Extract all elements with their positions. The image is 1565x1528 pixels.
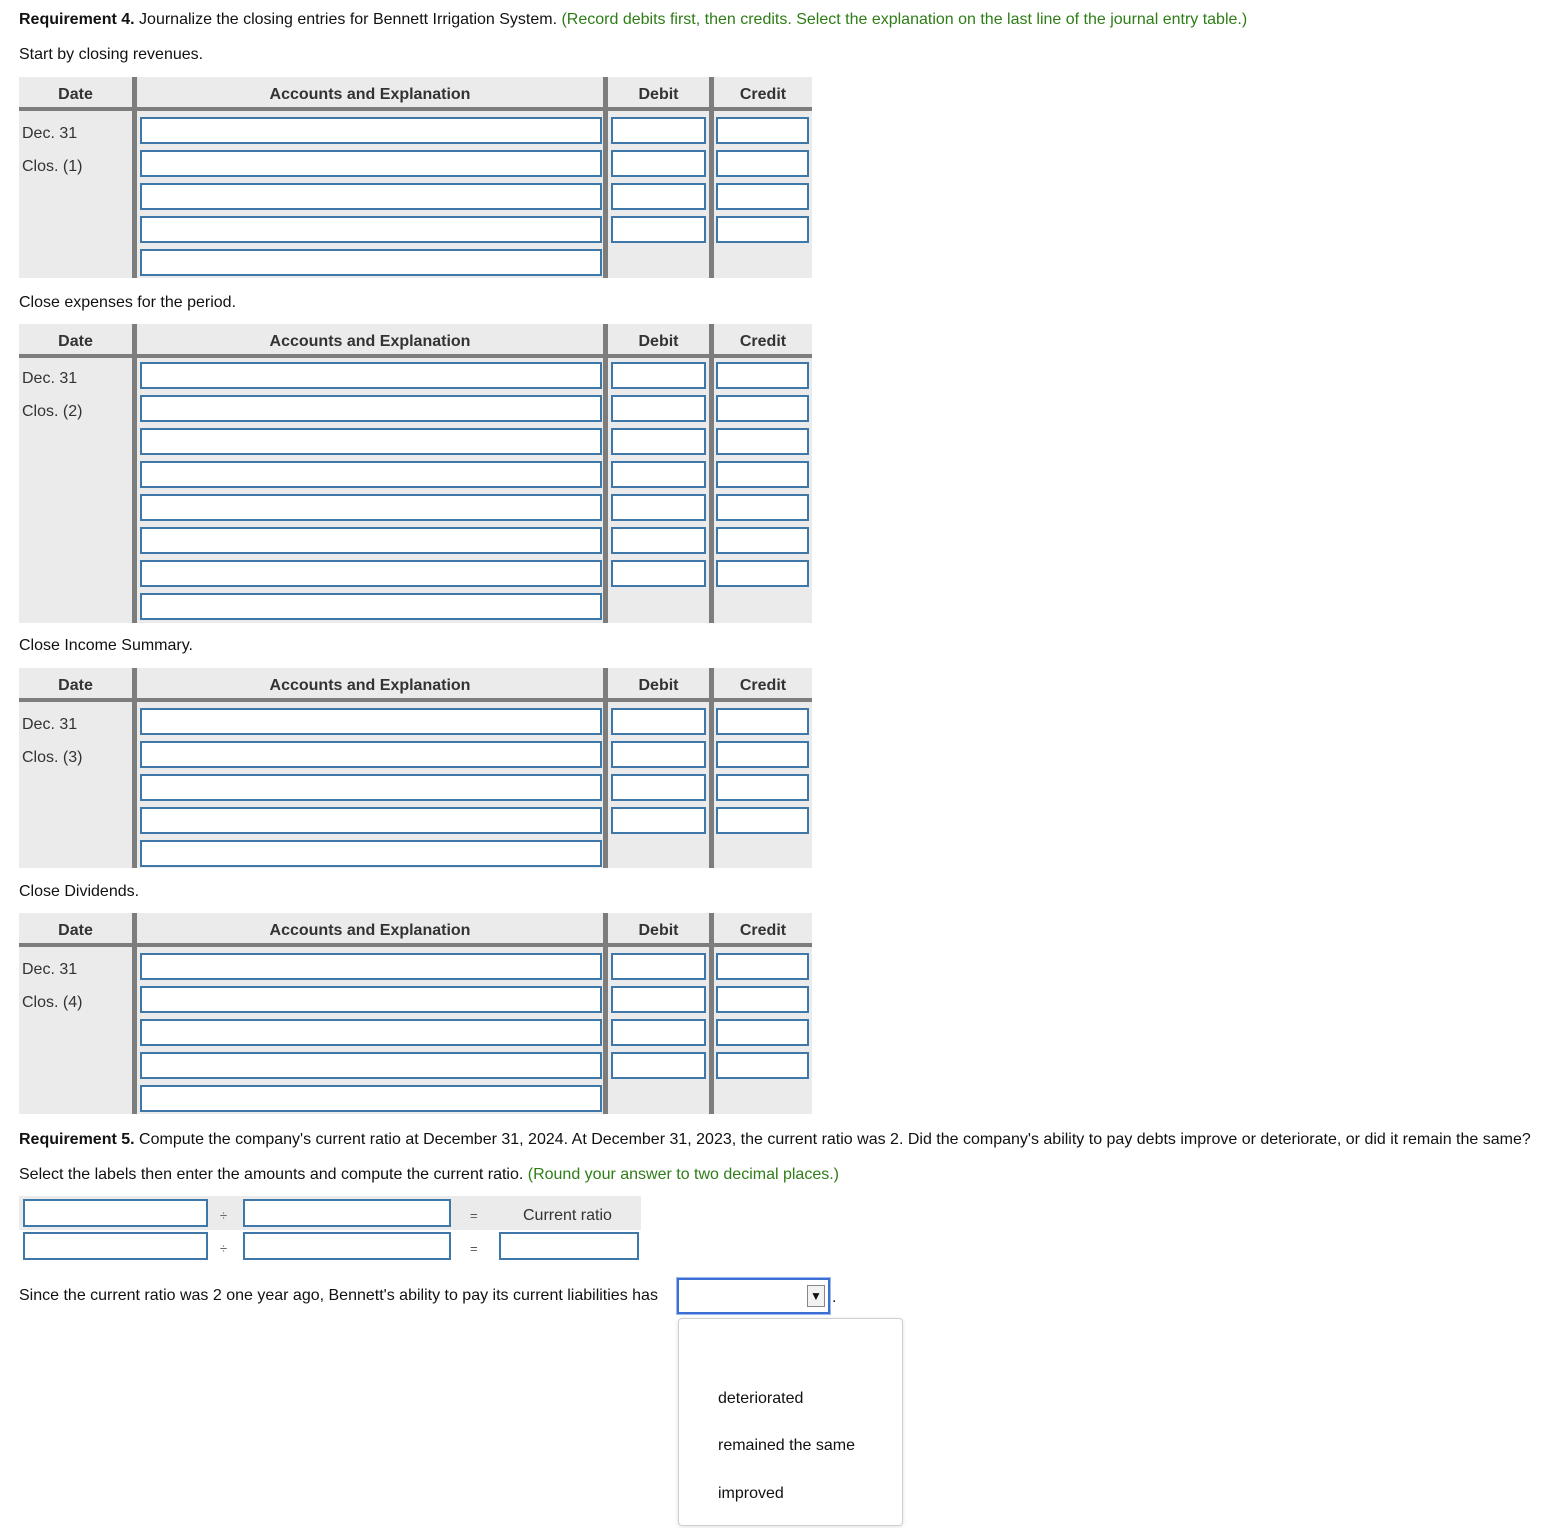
equals-symbol: =	[470, 1208, 478, 1223]
debit-input[interactable]	[611, 953, 706, 980]
credit-input[interactable]	[716, 461, 809, 488]
header-debit: Debit	[638, 333, 679, 350]
debit-input[interactable]	[611, 461, 706, 488]
explanation-input[interactable]	[140, 840, 602, 867]
column-divider	[709, 668, 714, 868]
requirement-5-label: Requirement 5.	[19, 1131, 135, 1148]
account-input[interactable]	[140, 527, 602, 554]
debit-input[interactable]	[611, 1052, 706, 1079]
entry-date: Dec. 31	[22, 961, 78, 978]
column-divider	[132, 77, 137, 278]
column-divider	[709, 77, 714, 278]
entry-date: Dec. 31	[22, 125, 78, 142]
debit-input[interactable]	[611, 428, 706, 455]
debit-input[interactable]	[611, 527, 706, 554]
journal-table-4	[19, 913, 812, 1114]
entry-reference: Clos. (1)	[22, 158, 83, 175]
header-accounts: Accounts and Explanation	[269, 677, 471, 694]
section-1-intro: Start by closing revenues.	[19, 46, 204, 63]
account-input[interactable]	[140, 494, 602, 521]
account-input[interactable]	[140, 1052, 602, 1079]
account-input[interactable]	[140, 774, 602, 801]
debit-input[interactable]	[611, 494, 706, 521]
dropdown-option-deteriorated[interactable]: deteriorated	[718, 1390, 804, 1407]
instruction-text: Select the labels then enter the amounts and compute the current ratio.	[19, 1166, 528, 1183]
credit-input[interactable]	[716, 150, 809, 177]
equals-symbol: =	[470, 1241, 478, 1256]
column-divider	[709, 324, 714, 623]
debit-input[interactable]	[611, 708, 706, 735]
account-input[interactable]	[140, 953, 602, 980]
debit-input[interactable]	[611, 216, 706, 243]
header-date: Date	[58, 677, 93, 694]
account-input[interactable]	[140, 560, 602, 587]
ratio-denominator-label-select[interactable]	[243, 1199, 451, 1227]
requirement-5-instruction	[19, 1166, 839, 1184]
requirement-4-text: Journalize the closing entries for Bennett Irrigation System.	[134, 11, 562, 28]
column-divider	[132, 668, 137, 868]
entry-reference: Clos. (4)	[22, 994, 83, 1011]
debit-input[interactable]	[611, 986, 706, 1013]
header-date: Date	[58, 86, 93, 103]
dropdown-menu	[678, 1318, 903, 1526]
header-credit: Credit	[739, 333, 787, 350]
header-credit: Credit	[739, 86, 787, 103]
entry-reference: Clos. (3)	[22, 749, 83, 766]
instruction-rounding: (Round your answer to two decimal places.)	[527, 1166, 839, 1183]
table-header	[19, 324, 812, 358]
column-divider	[603, 913, 608, 1114]
debit-input[interactable]	[611, 1019, 706, 1046]
credit-input[interactable]	[716, 807, 809, 834]
credit-input[interactable]	[716, 1052, 809, 1079]
credit-input[interactable]	[716, 741, 809, 768]
credit-input[interactable]	[716, 117, 809, 144]
dropdown-option-remained-the-same[interactable]: remained the same	[718, 1437, 855, 1454]
explanation-input[interactable]	[140, 1085, 602, 1112]
ratio-denominator-amount-input[interactable]	[243, 1232, 451, 1260]
account-input[interactable]	[140, 986, 602, 1013]
divide-symbol: ÷	[220, 1208, 228, 1223]
entry-date: Dec. 31	[22, 716, 78, 733]
requirement-4-label: Requirement 4.	[19, 11, 135, 28]
debit-input[interactable]	[611, 150, 706, 177]
explanation-input[interactable]	[140, 249, 602, 276]
requirement-5-heading	[19, 1131, 1531, 1149]
credit-input[interactable]	[716, 395, 809, 422]
debit-input[interactable]	[611, 560, 706, 587]
requirement-5-text: Compute the company's current ratio at December 31, 2024. At December 31, 2023, the current ratio was 2. Did the company's ability to pay debts improve or deteriorate, or did it remain the same?	[134, 1131, 1531, 1148]
divide-symbol: ÷	[220, 1241, 228, 1256]
account-input[interactable]	[140, 741, 602, 768]
journal-table-3	[19, 668, 812, 868]
section-4-intro: Close Dividends.	[19, 883, 140, 900]
entry-date: Dec. 31	[22, 370, 78, 387]
account-input[interactable]	[140, 1019, 602, 1046]
header-debit: Debit	[638, 677, 679, 694]
debit-input[interactable]	[611, 117, 706, 144]
account-input[interactable]	[140, 117, 602, 144]
account-input[interactable]	[140, 461, 602, 488]
debit-input[interactable]	[611, 183, 706, 210]
debit-input[interactable]	[611, 741, 706, 768]
account-input[interactable]	[140, 150, 602, 177]
explanation-input[interactable]	[140, 593, 602, 620]
debit-input[interactable]	[611, 362, 706, 389]
credit-input[interactable]	[716, 183, 809, 210]
credit-input[interactable]	[716, 1019, 809, 1046]
sentence-period: .	[832, 1289, 837, 1306]
credit-input[interactable]	[716, 362, 809, 389]
ratio-numerator-label-select[interactable]	[23, 1199, 208, 1227]
conclusion-sentence: Since the current ratio was 2 one year ago, Bennett's ability to pay its current liabilities has	[19, 1287, 658, 1304]
header-date: Date	[58, 333, 93, 350]
column-divider	[132, 913, 137, 1114]
credit-input[interactable]	[716, 560, 809, 587]
section-3-intro: Close Income Summary.	[19, 637, 193, 654]
section-2-intro: Close expenses for the period.	[19, 294, 237, 311]
column-divider	[603, 324, 608, 623]
header-accounts: Accounts and Explanation	[269, 333, 471, 350]
column-divider	[709, 913, 714, 1114]
account-input[interactable]	[140, 395, 602, 422]
current-ratio-label: Current ratio	[523, 1207, 612, 1224]
credit-input[interactable]	[716, 708, 809, 735]
journal-table-2	[19, 324, 812, 623]
table-header	[19, 77, 812, 111]
account-input[interactable]	[140, 362, 602, 389]
header-date: Date	[58, 922, 93, 939]
column-divider	[603, 77, 608, 278]
header-credit: Credit	[739, 677, 787, 694]
header-credit: Credit	[739, 922, 787, 939]
debit-input[interactable]	[611, 807, 706, 834]
table-header	[19, 668, 812, 702]
debit-input[interactable]	[611, 774, 706, 801]
header-accounts: Accounts and Explanation	[269, 86, 471, 103]
account-input[interactable]	[140, 708, 602, 735]
account-input[interactable]	[140, 807, 602, 834]
entry-reference: Clos. (2)	[22, 403, 83, 420]
credit-input[interactable]	[716, 527, 809, 554]
column-divider	[603, 668, 608, 868]
header-accounts: Accounts and Explanation	[269, 922, 471, 939]
ability-dropdown[interactable]	[677, 1278, 830, 1314]
credit-input[interactable]	[716, 774, 809, 801]
account-input[interactable]	[140, 428, 602, 455]
column-divider	[132, 324, 137, 623]
credit-input[interactable]	[716, 216, 809, 243]
current-ratio-result-input[interactable]	[499, 1232, 639, 1260]
debit-input[interactable]	[611, 395, 706, 422]
journal-table-1	[19, 77, 812, 278]
account-input[interactable]	[140, 183, 602, 210]
header-debit: Debit	[638, 922, 679, 939]
credit-input[interactable]	[716, 428, 809, 455]
dropdown-option-improved[interactable]: improved	[718, 1485, 784, 1502]
table-header	[19, 913, 812, 947]
header-debit: Debit	[638, 86, 679, 103]
dropdown-arrow-icon[interactable]: ▼	[807, 1285, 825, 1307]
credit-input[interactable]	[716, 494, 809, 521]
credit-input[interactable]	[716, 953, 809, 980]
requirement-4-heading	[19, 11, 1247, 29]
ratio-numerator-amount-input[interactable]	[23, 1232, 208, 1260]
credit-input[interactable]	[716, 986, 809, 1013]
requirement-4-instruction: (Record debits first, then credits. Select the explanation on the last line of the journal entry table.)	[561, 11, 1248, 28]
account-input[interactable]	[140, 216, 602, 243]
